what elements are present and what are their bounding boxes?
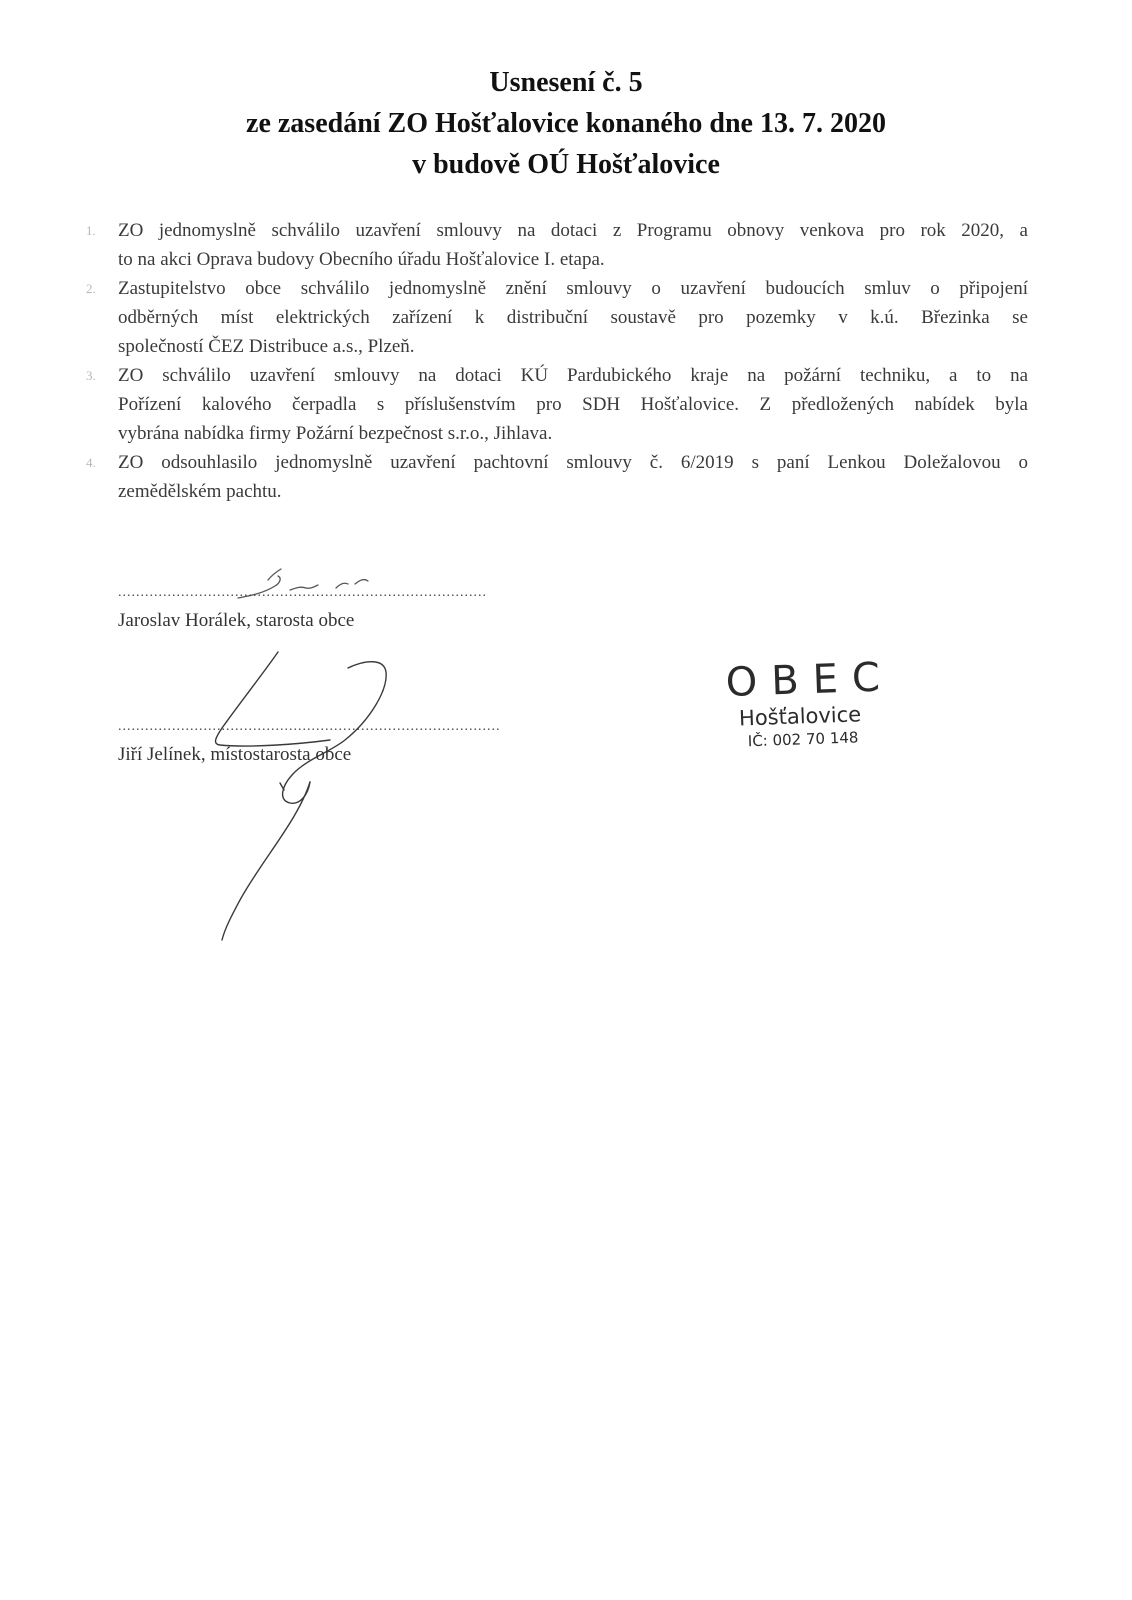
item-number: 3.: [86, 368, 96, 383]
item-text-line: ZO jednomyslně schválilo uzavření smlouvy na dotaci z Programu obnovy venkova pro rok 2020, a: [118, 220, 1028, 241]
resolution-items: [86, 216, 1028, 506]
stamp-title: OBEC: [725, 654, 895, 706]
resolution-item: [86, 448, 1028, 506]
item-text-line: společností ČEZ Distribuce a.s., Plzeň.: [118, 336, 415, 357]
meeting-location: v budově OÚ Hošťalovice: [412, 149, 720, 180]
item-text-line: Zastupitelstvo obce schválilo jednomyslně znění smlouvy o uzavření budoucích smluv o připojení: [118, 278, 1028, 299]
item-text-line: ZO schválilo uzavření smlouvy na dotaci KÚ Pardubického kraje na požární techniku, a to na: [118, 365, 1028, 386]
item-text-line: odběrných míst elektrických zařízení k distribuční soustavě pro pozemky v k.ú. Březinka se: [118, 307, 1028, 328]
resolution-item: [86, 216, 1028, 274]
item-text-line: to na akci Oprava budovy Obecního úřadu Hošťalovice I. etapa.: [118, 249, 605, 270]
item-text-line: zemědělském pachtu.: [118, 481, 282, 502]
stamp-id-number: IČ: 002 70 148: [747, 728, 859, 751]
municipality-stamp: [725, 653, 928, 752]
resolution-item: [86, 274, 1028, 361]
signature-line: .....................................................................................: [118, 720, 501, 734]
item-number: 2.: [86, 281, 96, 296]
deputy-signature-block: [118, 720, 563, 766]
mayor-signature-block: [118, 586, 548, 632]
deputy-mayor-signature: [216, 652, 387, 940]
resolution-item: [86, 361, 1028, 448]
signatory-name: Jaroslav Horálek, starosta obce: [118, 610, 355, 631]
item-text-line: vybrána nabídka firmy Požární bezpečnost s.r.o., Jihlava.: [118, 423, 553, 444]
resolution-title: Usnesení č. 5: [489, 67, 643, 98]
item-text-line: ZO odsouhlasilo jednomyslně uzavření pachtovní smlouvy č. 6/2019 s paní Lenkou Doležalovou o: [118, 452, 1028, 473]
stamp-town: Hošťalovice: [738, 702, 862, 731]
item-number: 1.: [86, 223, 96, 238]
signature-line: ..................................................................................: [118, 586, 487, 600]
meeting-subtitle: ze zasedání ZO Hošťalovice konaného dne 13. 7. 2020: [246, 108, 886, 139]
resolution-header: [0, 62, 1132, 185]
signatory-name: Jiří Jelínek, místostarosta obce: [118, 744, 352, 765]
item-number: 4.: [86, 455, 96, 470]
item-text-line: Pořízení kalového čerpadla s příslušenstvím pro SDH Hošťalovice. Z předložených nabídek byla: [118, 394, 1028, 415]
